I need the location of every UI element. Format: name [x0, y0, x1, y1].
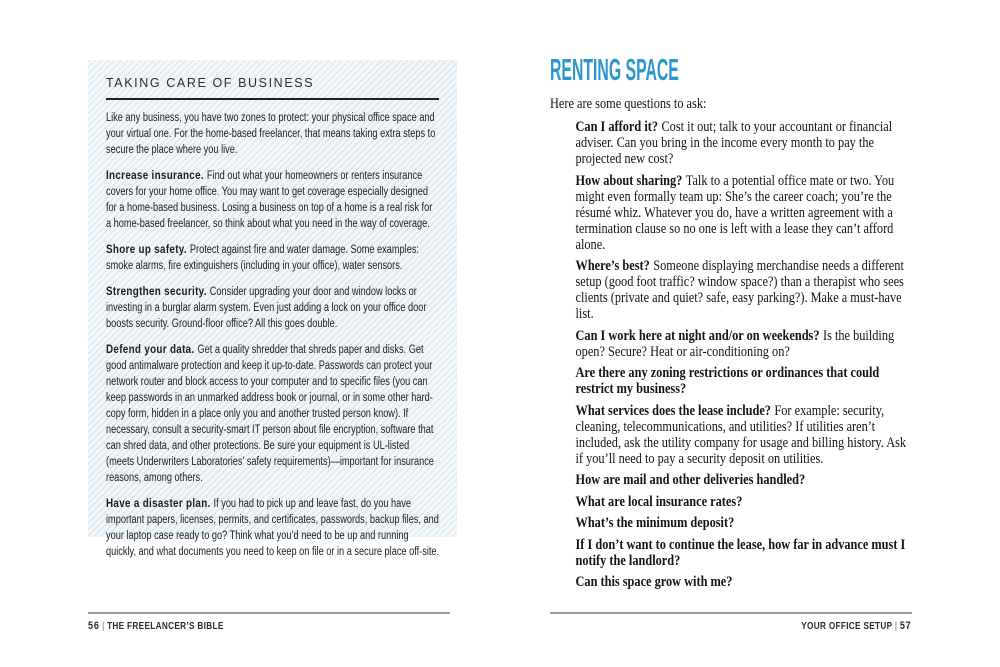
- question-item: [576, 515, 913, 531]
- box-item-text: If you had to pick up and leave fast, do you have important papers, licenses, permits, and certificates, passwords, backup files, and your laptop case ready to go? Think what you’d need to be up and running quickly, and what documents you need to keep on file or in a secure place off-site.: [106, 498, 440, 558]
- box-item-text: Get a quality shredder that shreds paper and disks. Get good antimalware protection and keep it up-to-date. Passwords can protect your network router and block access to your computer and to specific files (you can keep passwords in an unmarked address book or journal, or in some other hard-copy form, hidden in a place only you and another trusted person know). If necessary, consult a security-smart IT person about file encryption, software that can shred data, and other protections. Be sure your equipment is UL-listed (meets Underwriters Laboratories’ safety requirements)—important for insurance reasons, among others.: [106, 344, 434, 484]
- footer-separator: |: [102, 621, 105, 632]
- question-lead: If I don’t want to continue the lease, how far in advance must I notify the landlord?: [575, 536, 906, 569]
- footer-separator: |: [895, 621, 898, 632]
- question-lead: Are there any zoning restrictions or ordinances that could restrict my business?: [575, 365, 880, 398]
- question-text: For example: security, cleaning, telecommunications, and utilities? If utilities aren’t included, ask the utility company for usage and billing history. Ask if you’ll need to pay a security deposit on utilities.: [575, 402, 907, 467]
- question-item: [576, 472, 913, 488]
- box-item-lead: Increase insurance.: [106, 168, 204, 182]
- page-title: RENTING SPACE: [550, 52, 679, 87]
- question-lead: Can this space grow with me?: [575, 574, 733, 591]
- box-item-lead: Have a disaster plan.: [106, 496, 211, 510]
- question-item: [576, 173, 913, 253]
- right-page-footer: [802, 620, 912, 632]
- renting-space-section: [550, 52, 912, 596]
- box-item-lead: Defend your data.: [106, 342, 195, 356]
- question-item: [576, 537, 913, 569]
- question-lead: What’s the minimum deposit?: [575, 515, 735, 532]
- left-page-number: 56: [88, 620, 100, 632]
- box-body: [106, 110, 440, 560]
- box-item-text: Protect against fire and water damage. Some examples: smoke alarms, fire extinguishers (including in your office), water sensors.: [106, 244, 419, 272]
- box-title: TAKING CARE OF BUSINESS: [106, 73, 439, 100]
- box-item: [106, 167, 440, 232]
- box-item: [106, 341, 440, 486]
- question-item: [576, 365, 913, 397]
- box-item-text: Consider upgrading your door and window locks or investing in a burglar alarm system. Even just adding a lock on your office door boosts security. Ground-floor office? All this goes double.: [106, 286, 427, 330]
- question-lead: What are local insurance rates?: [575, 493, 743, 510]
- right-page-number: 57: [900, 620, 912, 632]
- taking-care-of-business-box: [88, 60, 457, 558]
- question-text: Cost it out; talk to your accountant or financial adviser. Can you bring in the income every month to pay the projected new cost?: [575, 119, 893, 168]
- box-item-lead: Shore up safety.: [106, 242, 187, 256]
- question-lead: Where’s best?: [575, 258, 650, 275]
- question-text: Is the building open? Secure? Heat or air-conditioning on?: [575, 327, 895, 360]
- book-title: THE FREELANCER’S BIBLE: [107, 621, 224, 632]
- question-lead: How about sharing?: [575, 172, 683, 189]
- box-item-text: Find out what your homeowners or renters insurance covers for your home office. You may want to get coverage especially designed for a home-based business. Losing a business on top of a home is a real risk for a home-based freelancer, so think about what you need in the way of coverage.: [106, 170, 433, 230]
- box-item: [106, 283, 440, 332]
- box-item: [106, 241, 440, 274]
- box-intro: Like any business, you have two zones to protect: your physical office space and your virtual one. For the home-based freelancer, that means taking extra steps to secure the place where you live.: [106, 112, 436, 156]
- left-page-footer: [88, 620, 224, 632]
- question-item: [576, 494, 913, 510]
- question-lead: How are mail and other deliveries handled?: [575, 472, 806, 489]
- question-item: [576, 574, 913, 590]
- box-item-lead: Strengthen security.: [106, 284, 207, 298]
- question-lead: Can I work here at night and/or on weekends?: [575, 327, 820, 344]
- question-item: [576, 328, 913, 360]
- question-item: [576, 403, 913, 467]
- question-lead: Can I afford it?: [575, 119, 659, 136]
- chapter-title: YOUR OFFICE SETUP: [801, 621, 893, 632]
- section-intro: Here are some questions to ask:: [550, 96, 707, 113]
- right-footer-rule: [550, 612, 912, 614]
- question-text: Someone displaying merchandise needs a different setup (good foot traffic? window space?) than a therapist who sees clients (private and quiet? safe, easy parking?). Make a must-have list.: [575, 258, 904, 323]
- question-item: [576, 119, 913, 167]
- question-item: [576, 258, 913, 322]
- question-text: Talk to a potential office mate or two. You might even formally team up: She’s the career coach; you’re the résumé whiz. Whatever you do, have a written agreement with a termination clause so no one is left with a lease they can’t afford alone.: [575, 172, 895, 253]
- question-lead: What services does the lease include?: [575, 402, 771, 419]
- box-item: [106, 495, 440, 560]
- left-footer-rule: [88, 612, 450, 614]
